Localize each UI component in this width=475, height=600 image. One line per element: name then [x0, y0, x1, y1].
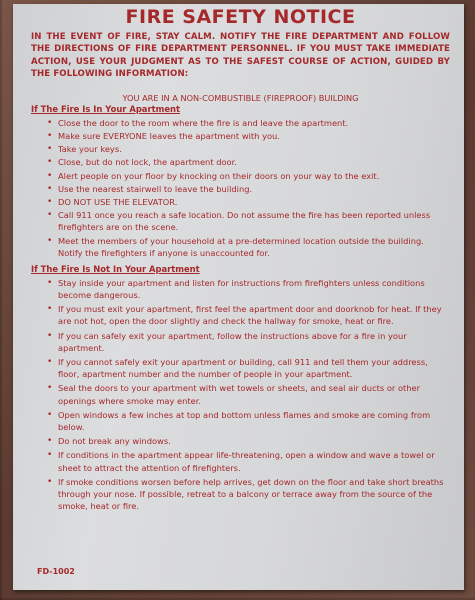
list-item: • Do not break any windows. [47, 435, 450, 447]
notice-title: FIRE SAFETY NOTICE [125, 6, 356, 28]
section-fire-in-apartment-list [31, 117, 450, 259]
section-fire-not-in-apartment-title: If The Fire Is Not In Your Apartment [31, 263, 200, 274]
list-item: • If you can safely exit your apartment, follow the instructions above for a fire in your apartment. [47, 330, 450, 354]
list-item: • Stay inside your apartment and listen for instructions from firefighters unless conditions become dangerous. [47, 277, 450, 301]
list-item: • Alert people on your floor by knocking on their doors on your way to the exit. [47, 170, 450, 182]
fire-safety-notice-sign [13, 4, 464, 590]
list-item: • Close, but do not lock, the apartment door. [47, 156, 450, 168]
list-item: • Seal the doors to your apartment with wet towels or sheets, and seal air ducts or other openings where smoke may enter. [47, 382, 450, 406]
list-item: • If smoke conditions worsen before help arrives, get down on the floor and take short breaths through your nose. If possible, retreat to a balcony or terrace away from the source of the smoke, heat or fire. [47, 476, 450, 513]
list-item: • If you cannot safely exit your apartment or building, call 911 and tell them your address, floor, apartment number and the number of people in your apartment. [47, 356, 450, 380]
list-item: • Use the nearest stairwell to leave the building. [47, 183, 450, 195]
list-item: • If conditions in the apartment appear life-threatening, open a window and wave a towel or sheet to attract the attention of firefighters. [47, 449, 450, 473]
list-item: • Meet the members of your household at a pre-determined location outside the building. Notify the firefighters if anyone is unaccounted for. [47, 235, 450, 259]
list-item: • If you must exit your apartment, first feel the apartment door and doorknob for heat. If they are not hot, open the door slightly and check the hallway for smoke, heat or fire. [47, 303, 450, 327]
form-number: FD-1002 [37, 567, 75, 576]
list-item: • Make sure EVERYONE leaves the apartment with you. [47, 130, 450, 142]
section-fire-in-apartment-title: If The Fire Is In Your Apartment [31, 103, 180, 114]
list-item: • Open windows a few inches at top and bottom unless flames and smoke are coming from below. [47, 409, 450, 433]
building-type-line: YOU ARE IN A NON-COMBUSTIBLE (FIREPROOF) BUILDING [122, 92, 359, 103]
notice-intro: IN THE EVENT OF FIRE, STAY CALM. NOTIFY THE FIRE DEPARTMENT AND FOLLOW THE DIRECTIONS OF FIRE DEPARTMENT PERSONNEL. IF YOU MUST TAKE IMMEDIATE ACTION, USE YOUR JUDGMENT AS TO THE SAFEST COURSE OF ACTION, GUIDED BY THE FOLLOWING INFORMATION: [31, 32, 450, 80]
section-fire-not-in-apartment-list [31, 277, 450, 512]
list-item: • Take your keys. [47, 143, 450, 155]
list-item: • Close the door to the room where the fire is and leave the apartment. [47, 117, 450, 129]
list-item: • Call 911 once you reach a safe location. Do not assume the fire has been reported unless firefighters are on the scene. [47, 209, 450, 233]
list-item: • DO NOT USE THE ELEVATOR. [47, 196, 450, 208]
